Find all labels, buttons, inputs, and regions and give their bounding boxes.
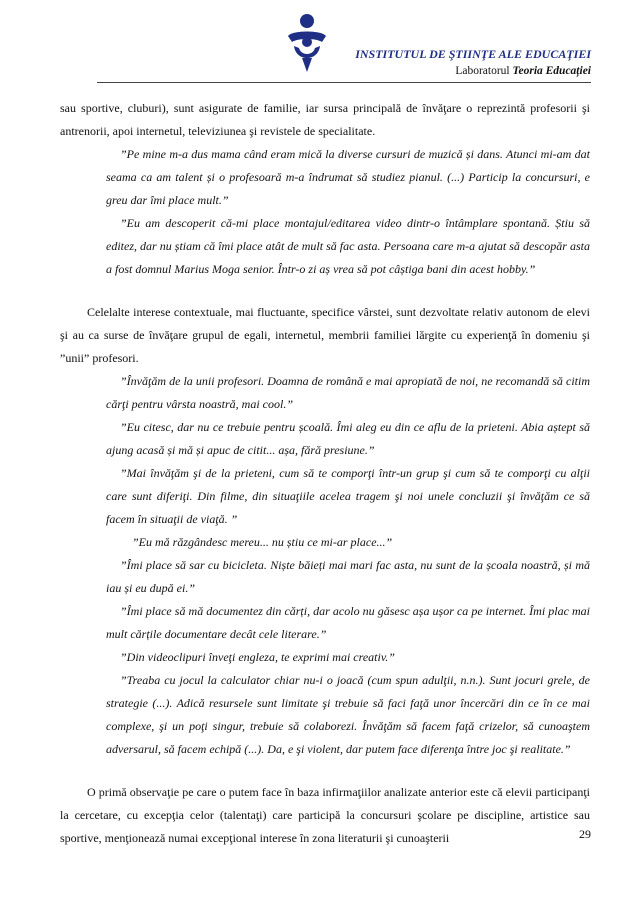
spacer — [60, 761, 590, 781]
laboratory-prefix: Laboratorul — [455, 65, 513, 77]
header-divider — [97, 82, 591, 83]
laboratory-name — [455, 65, 591, 77]
quote: ”Învăţăm de la unii profesori. Doamna de română e mai apropiată de noi, ne recomandă să citim cărţi pentru vârsta noastră, mai cool.” — [106, 374, 590, 411]
page-body — [60, 97, 590, 850]
quote: ”Eu citesc, dar nu ce trebuie pentru școală. Îmi aleg eu din ce aflu de la prieteni. Abia aștept să ajung acasă și mă și apuc de citit... așa, fără presiune.” — [106, 420, 590, 457]
quote: ”Îmi place să mă documentez din cărți, dar acolo nu găsesc așa ușor ca pe internet. Îmi plac mai mult cărțile documentare decât cele literare.” — [106, 604, 590, 641]
institute-name: INSTITUTUL DE ŞTIINŢE ALE EDUCAŢIEI — [355, 47, 591, 61]
laboratory-title: Teoria Educației — [512, 65, 591, 77]
page-header — [0, 0, 638, 90]
quote: ”Mai învăţăm şi de la prieteni, cum să te comporţi într-un grup şi cum să te comporţi cu alţii care sunt diferiţi. Din filme, din situaţiile acelea tragem şi noi unele concluzii şi învăţăm ce să facem în situaţii de viaţă. ” — [106, 466, 590, 526]
quote: ”Treaba cu jocul la calculator chiar nu-i o joacă (cum spun adulţii, n.n.). Sunt jocuri grele, de strategie (...). Adică resursele sunt limitate şi trebuie să faci faţă unor încercări din ce în ce mai complexe, şi un poţi singur, trebuie să colaborezi. Învăţăm să facem faţă crizelor, să cunoaştem adversarul, să facem echipă (...). Da, e şi violent, dar putem face diferenţa între joc şi realitate.” — [106, 673, 590, 756]
quote: ”Eu am descoperit că-mi place montajul/editarea video dintr-o întâmplare spontană. Știu să editez, dar nu știam că îmi place atât de mult să fac asta. Persoana care m-a ajutat să descopăr asta a fost domnul Marius Moga senior. Într-o zi aș vrea să pot câștiga bani din acest hobby.” — [106, 216, 590, 276]
paragraph: O primă observaţie pe care o putem face în baza infirmaţiilor analizate anterior este că elevii participanţi la cercetare, cu excepţia celor (talentaţi) care participă la concursuri şcolare pe discipline, artistice sau sportive, menţionează numai excepţional interese în zona literaturii şi cunoaşterii — [60, 785, 590, 845]
institute-logo-icon — [282, 12, 332, 74]
spacer — [60, 281, 590, 301]
page-number: 29 — [579, 827, 591, 841]
quote: ”Din videoclipuri înveţi engleza, te exprimi mai creativ.” — [120, 650, 395, 664]
quote: ”Eu mă răzgândesc mereu... nu știu ce mi-ar place...” — [132, 535, 393, 549]
paragraph: sau sportive, cluburi), sunt asigurate de familie, iar sursa principală de învăţare o reprezintă profesorii şi antrenorii, apoi internetul, televiziunea şi revistele de specialitate. — [60, 101, 590, 138]
quote: ”Pe mine m-a dus mama când eram mică la diverse cursuri de muzică și dans. Atunci mi-am dat seama ca am talent și o profesoară m-a îndrumat să studiez pianul. (...) Particip la concursuri, e greu dar îmi place mult.” — [106, 147, 590, 207]
paragraph: Celelalte interese contextuale, mai fluctuante, specifice vârstei, sunt dezvoltate relativ autonom de elevi şi au ca surse de învăţare grupul de egali, internetul, membrii familiei lărgite cu experienţă în domeniu şi ”unii” profesori. — [60, 305, 590, 365]
quote: ”Îmi place să sar cu bicicleta. Niște băieți mai mari fac asta, nu sunt de la școala noastră, și mă iau și eu după ei.” — [106, 558, 590, 595]
